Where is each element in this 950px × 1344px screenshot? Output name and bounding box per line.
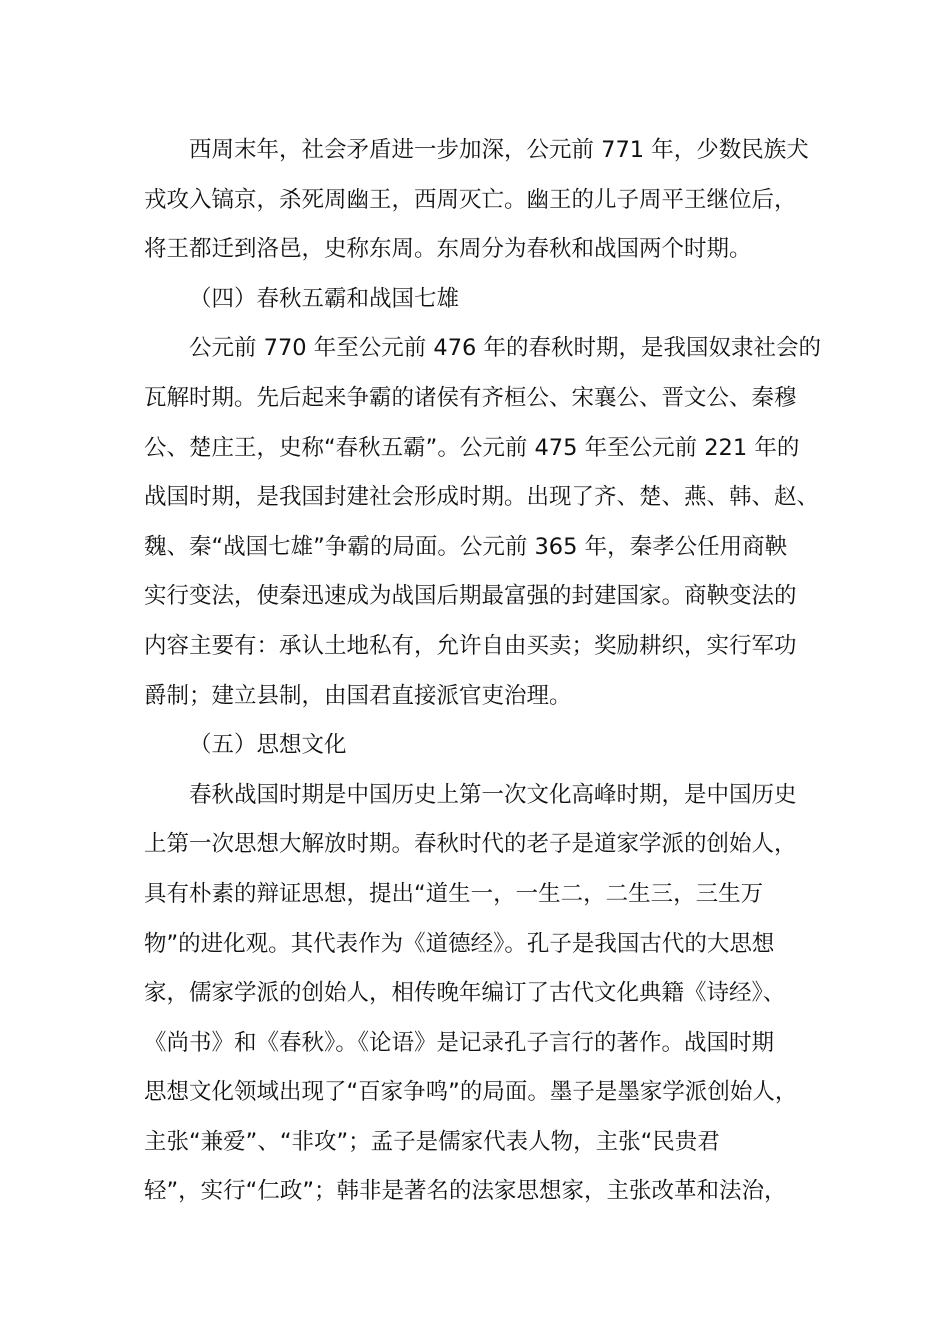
paragraph-line: 思想文化领域出现了“百家争鸣”的局面。墨子是墨家学派创始人， xyxy=(144,1079,798,1106)
section-heading: （四）春秋五霸和战国七雄 xyxy=(189,285,460,312)
paragraph-line: 物”的进化观。其代表作为《道德经》。孔子是我国古代的大思想 xyxy=(144,930,775,957)
paragraph-line: 将王都迁到洛邑，史称东周。东周分为春秋和战国两个时期。 xyxy=(144,236,752,263)
paragraph-line: 内容主要有：承认土地私有，允许自由买卖；奖励耕织，实行军功 xyxy=(144,632,797,659)
paragraph-line: 瓦解时期。先后起来争霸的诸侯有齐桓公、宋襄公、晋文公、秦穆 xyxy=(144,384,797,411)
paragraph-line: 实行变法，使秦迅速成为战国后期最富强的封建国家。商鞅变法的 xyxy=(144,583,797,610)
paragraph-line: 戎攻入镐京，杀死周幽王，西周灭亡。幽王的儿子周平王继位后， xyxy=(144,186,797,213)
paragraph-line: 公、楚庄王，史称“春秋五霸”。公元前 475 年至公元前 221 年的 xyxy=(144,434,800,461)
paragraph-line: 公元前 770 年至公元前 476 年的春秋时期，是我国奴隶社会的 xyxy=(189,335,822,362)
paragraph-line: 战国时期，是我国封建社会形成时期。出现了齐、楚、燕、韩、赵、 xyxy=(144,484,820,511)
paragraph-line: 《尚书》和《春秋》。《论语》是记录孔子言行的著作。战国时期 xyxy=(144,1029,775,1056)
section-heading: （五）思想文化 xyxy=(189,732,347,759)
paragraph-line: 具有朴素的辩证思想，提出“道生一，一生二，二生三，三生万 xyxy=(144,880,764,907)
paragraph-line: 上第一次思想大解放时期。春秋时代的老子是道家学派的创始人， xyxy=(144,831,797,858)
paragraph-line: 家，儒家学派的创始人，相传晚年编订了古代文化典籍《诗经》、 xyxy=(144,980,786,1007)
paragraph-line: 爵制；建立县制，由国君直接派官吏治理。 xyxy=(144,682,572,709)
paragraph-line: 魏、秦“战国七雄”争霸的局面。公元前 365 年，秦孝公任用商鞅 xyxy=(144,533,788,560)
paragraph-line: 春秋战国时期是中国历史上第一次文化高峰时期，是中国历史 xyxy=(189,781,797,808)
paragraph-line: 轻”，实行“仁政”；韩非是著名的法家思想家，主张改革和法治， xyxy=(144,1178,787,1205)
document-body xyxy=(144,126,822,1217)
paragraph-line: 主张“兼爱”、“非攻”；孟子是儒家代表人物，主张“民贵君 xyxy=(144,1128,720,1155)
paragraph-line: 西周末年，社会矛盾进一步加深，公元前 771 年，少数民族犬 xyxy=(189,137,809,163)
